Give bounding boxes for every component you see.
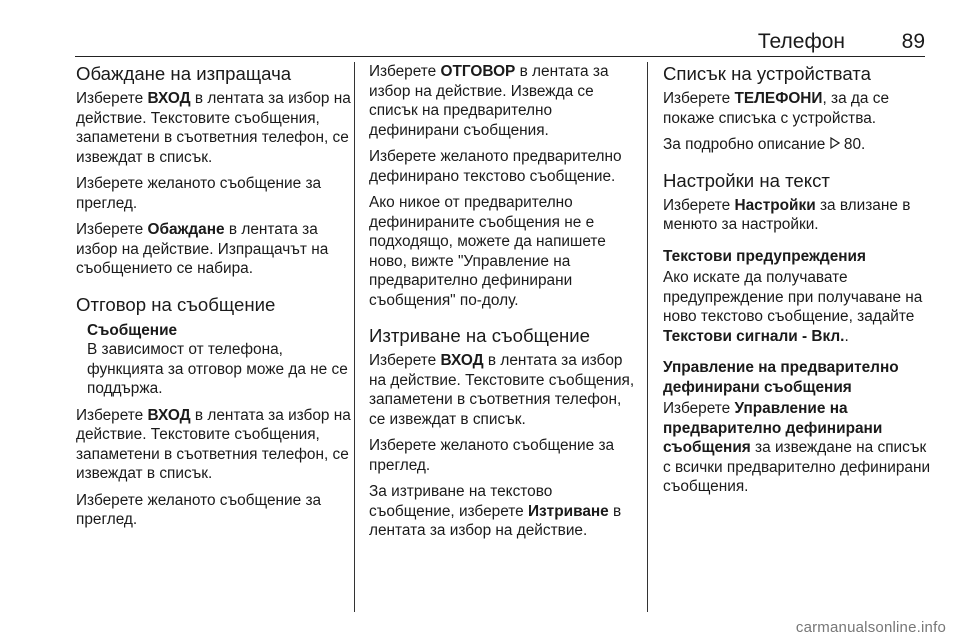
paragraph (663, 135, 931, 155)
paragraph (76, 406, 354, 484)
menu-term: Управление на предварително дефинирани съобщения (663, 400, 883, 456)
text: за извеждане на списък с всички предварително дефинирани съобщения. (663, 439, 931, 495)
paragraph: Изберете желаното предварително дефинирано текстово съобщение. (369, 148, 622, 185)
page-reference: 80. (839, 136, 866, 153)
paragraph: Изберете желаното съобщение за преглед. (76, 175, 322, 212)
note-title: Съобщение (87, 321, 178, 339)
text: за влизане в менюто за настройки. (663, 196, 911, 233)
text: Изберете (76, 221, 148, 238)
heading-reply: Отговор на съобщение (76, 293, 276, 315)
text: в лентата за избор на действие. Текстовите съобщения, запаметени в съответния телефон, се извеждат в списък. (76, 406, 351, 482)
text: Изберете (369, 63, 441, 80)
heading-settings: Настройки на текст (663, 169, 830, 191)
menu-term: Текстови сигнали - Вкл. (663, 327, 845, 345)
text: Изберете (76, 406, 148, 424)
text: За подробно описание (663, 136, 830, 153)
paragraph (369, 62, 635, 140)
text: в лентата за избор на действие. Изпращачът на съобщението се набира. (76, 221, 329, 277)
note-text: В зависимост от телефона, функцията за отговор може да не се поддържа. (87, 341, 348, 397)
heading-devices: Списък на устройствата (663, 63, 871, 84)
menu-term: ВХОД (147, 90, 191, 107)
text: Изберете (663, 90, 735, 107)
arrow-reference-icon (830, 137, 840, 152)
menu-term: Обаждане (147, 221, 225, 238)
text: в лентата за избор на действие. Текстовите съобщения, запаметени в съответния телефон, се извеждат в списък. (369, 352, 635, 428)
paragraph: Изберете желаното съобщение за преглед. (369, 437, 615, 474)
subheading-manage-predefined: Управление на предварително дефинирани съобщения (663, 359, 899, 396)
menu-term: ТЕЛЕФОНИ (734, 90, 823, 107)
text: За изтриване на текстово съобщение, изберете (369, 483, 553, 520)
page-header (75, 22, 925, 57)
heading-callback: Обаждане на изпращача (76, 63, 292, 84)
text: , за да се покаже списъка с устройства. (663, 90, 889, 127)
column-left (76, 62, 354, 537)
menu-term: ВХОД (147, 406, 191, 424)
paragraph (76, 89, 354, 167)
paragraph (369, 482, 635, 541)
heading-delete: Изтриване на съобщение (369, 325, 591, 346)
menu-term: ОТГОВОР (440, 63, 516, 80)
text: в лентата за избор на действие. Извежда се списък на предварително дефинирани съобщения. (369, 63, 609, 139)
page-number: 89 (901, 30, 925, 53)
note-box (76, 321, 354, 399)
paragraph (663, 399, 931, 497)
text: Ако искате да получавате предупреждение при получаване на ново текстово съобщение, задайте (663, 269, 923, 325)
column-divider (647, 62, 648, 612)
text: Изберете (76, 90, 148, 107)
paragraph (663, 268, 931, 346)
text: Изберете (663, 400, 735, 417)
text: в лентата за избор на действие. Текстовите съобщения, запаметени в съответния телефон, се извеждат в списък. (76, 90, 351, 166)
column-right (663, 62, 931, 504)
menu-term: Настройки (734, 196, 816, 214)
paragraph (369, 351, 635, 429)
paragraph: Ако никое от предварително дефинираните съобщения не е подходящо, можете да напишете ново, вижте "Управление на предварително дефинирани съобщения" по-долу. (369, 194, 606, 309)
text: в лентата за избор на действие. (369, 502, 622, 539)
text: Изберете (663, 196, 735, 214)
paragraph (663, 196, 931, 235)
page-title: Телефон (757, 30, 845, 53)
column-divider (354, 62, 355, 612)
paragraph (76, 220, 354, 279)
column-middle (369, 62, 635, 548)
menu-term: ВХОД (440, 352, 484, 369)
watermark: carmanualsonline.info (795, 619, 946, 636)
subheading-text-alerts: Текстови предупреждения (663, 247, 866, 265)
menu-term: Изтриване (527, 502, 609, 520)
paragraph (663, 89, 931, 128)
text: Изберете (369, 352, 441, 369)
text: . (844, 327, 849, 345)
paragraph: Изберете желаното съобщение за преглед. (76, 491, 322, 528)
